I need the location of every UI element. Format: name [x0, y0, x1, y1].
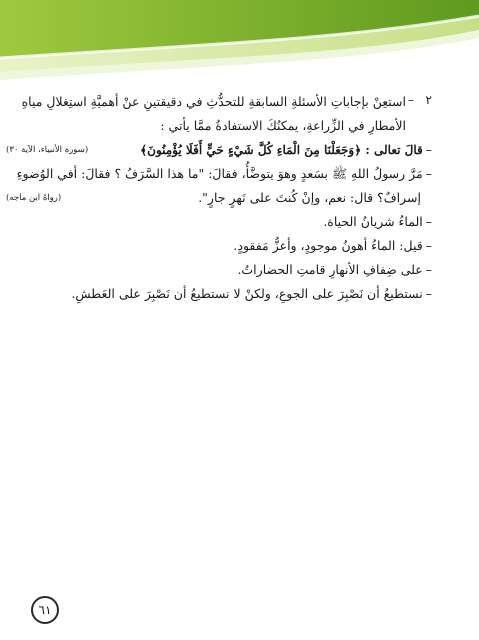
list-item-text: الماءُ شريانُ الحياة. [323, 214, 423, 229]
list-item [20, 282, 432, 306]
list-item-text: نستطيعُ أن نَصْبِرَ على الجوعِ، ولكنْ لا نستطيعُ أن نَصْبِرَ على العَطشِ. [71, 286, 423, 301]
list-item [20, 234, 432, 258]
page-number: ٦١ [31, 596, 59, 624]
bullet-dash: – [425, 142, 432, 157]
bullet-dash: – [425, 238, 432, 253]
content-area [6, 90, 432, 306]
list-item-text: مَرَّ رسولُ اللهِ ﷺ بسَعدٍ وهوَ يتوضَّأُ، فقالَ: "ما هذا السَّرَفُ ؟ فقالَ: أفي الوُضوءِ [16, 166, 423, 181]
quran-verse: قالَ تعالى : ﴿وَجَعَلْنَا مِنَ الْمَاءِ كُلَّ شَيْءٍ حَيٍّ أَفَلَا يُؤْمِنُونَ﴾ [140, 143, 423, 157]
list-item [16, 162, 432, 186]
task-dash: – [408, 93, 414, 107]
header-wave-decoration [0, 0, 479, 92]
task-number: ٢ [425, 93, 432, 107]
list-item-text: قيل: الماءُ أهونُ موجودٍ، وأعزُّ مَفقودٍ. [233, 238, 423, 253]
list-item [20, 210, 432, 234]
bullet-dash: – [425, 262, 432, 277]
list-item-continuation [6, 186, 421, 210]
list-item [6, 138, 432, 162]
reference-note: (سورة الأنبياء، الآية ٣٠) [6, 145, 89, 155]
reference-note: (رواهُ ابن ماجه) [6, 193, 62, 203]
task-instruction: استعِنْ بإجاباتِ الأسئلةِ السابقةِ للتحدُّثِ في دقيقتينِ عنْ أهميَّةِ استِغلالِ مياهِ الأمطارِ في الزِّراعةِ، يمكنُكَ الاستفادةُ ممَّا يأتي : [21, 94, 406, 133]
bullet-dash: – [425, 214, 432, 229]
list-item-text: على ضِفافِ الأنهارِ قامتِ الحضاراتُ. [237, 262, 423, 277]
list-item-text: إسرافٌ؟ قال: نعم، وإنْ كُنتَ على نَهرٍ جارٍ". [198, 190, 421, 205]
list-item [20, 258, 432, 282]
bullet-dash: – [425, 166, 432, 181]
bullet-dash: – [425, 286, 432, 301]
